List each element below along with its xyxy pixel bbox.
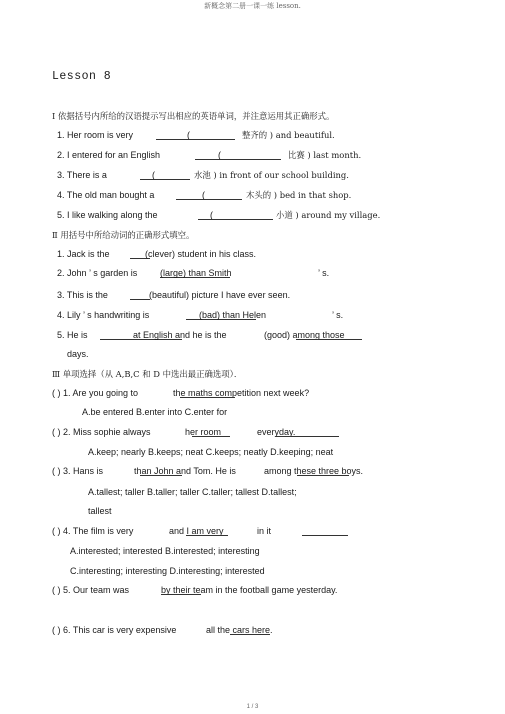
q4: ( ) 4. The film is very (52, 526, 134, 536)
s1-item-4-hint: 木头的 ) bed in that shop. (246, 190, 352, 200)
s2-item-2-rest: (large) than Smith (160, 268, 232, 278)
answer-blank[interactable] (192, 436, 230, 437)
answer-blank[interactable] (302, 535, 348, 536)
q4-end: in it (257, 526, 272, 536)
s2-item-2-end: ’ s. (318, 268, 330, 278)
q2-options: A.keep; nearly B.keeps; neat C.keeps; neatly D.keeping; neat (88, 447, 334, 457)
s2-item-1-rest: (clever) student in his class. (145, 249, 257, 259)
q4-options-2: C.interesting; interesting D.interesting; interested (70, 566, 265, 576)
q3-mid: than John and Tom. He is (134, 466, 236, 476)
q5-rest: by their team in the football game yesterday. (161, 585, 338, 595)
s1-item-4: 4. The old man bought a (57, 190, 155, 200)
q1-options: A.be entered B.enter into C.enter for (82, 407, 228, 417)
answer-blank[interactable] (186, 535, 228, 536)
answer-blank[interactable] (230, 634, 270, 635)
running-header: 新概念第二册一课一练 lesson. (204, 2, 301, 10)
s1-item-5-hint: 小道 ) around my village. (276, 210, 381, 220)
answer-blank[interactable] (161, 594, 201, 595)
s1-item-2-hint: 比赛 ) last month. (288, 150, 362, 160)
q3-options: A.tallest; taller B.taller; taller C.taller; tallest D.tallest; (88, 487, 297, 497)
answer-blank[interactable] (198, 219, 273, 220)
s1-item-4-paren: ( (202, 190, 205, 200)
answer-blank[interactable] (156, 139, 235, 140)
q5: ( ) 5. Our team was (52, 585, 130, 595)
q3: ( ) 3. Hans is (52, 466, 104, 476)
s2-item-3-rest: (beautiful) picture I have ever seen. (149, 290, 291, 300)
q6: ( ) 6. This car is very expensive (52, 625, 177, 635)
s2-item-5-cont: days. (67, 349, 89, 359)
lesson-title: Lesson 8 (52, 70, 112, 83)
s1-item-2-paren: ( (218, 150, 221, 160)
s2-item-5-mid: at English and he is the (133, 330, 227, 340)
s1-item-3-hint: 水池 ) in front of our school building. (194, 170, 349, 180)
s1-item-2: 2. I entered for an English (57, 150, 161, 160)
answer-blank[interactable] (297, 475, 349, 476)
section-1-heading: Ⅰ 依据括号内所给的汉语提示写出相应的英语单词，并注意运用其正确形式。 (52, 111, 335, 121)
s1-item-3: 3. There is a (57, 170, 107, 180)
s2-item-2: 2. John ’ s garden is (57, 268, 138, 278)
answer-blank[interactable] (130, 299, 150, 300)
s1-item-1-paren: ( (187, 130, 190, 140)
q2-mid: her room (185, 427, 222, 437)
s2-item-3: 3. This is the (57, 290, 108, 300)
answer-blank[interactable] (176, 199, 242, 200)
q3-end: among these three boys. (264, 466, 364, 476)
answer-blank[interactable] (140, 179, 190, 180)
q4-mid: and I am very (169, 526, 224, 536)
q1-rest: the maths competition next week? (173, 388, 310, 398)
section-2-heading: Ⅱ 用括号中所给动词的正确形式填空。 (52, 230, 195, 240)
answer-blank[interactable] (180, 397, 235, 398)
answer-blank[interactable] (195, 159, 281, 160)
answer-blank[interactable] (296, 339, 362, 340)
s1-item-5: 5. I like walking along the (57, 210, 158, 220)
s1-item-1-text: 1. Her room is very (57, 130, 134, 140)
page-number: 1 / 3 (246, 704, 259, 710)
s2-item-5-rest: (good) among those (264, 330, 345, 340)
q3-options-cont: tallest (88, 506, 112, 516)
s2-item-1: 1. Jack is the (57, 249, 110, 259)
q6-rest: all the cars here. (206, 625, 273, 635)
answer-blank[interactable] (140, 475, 182, 476)
s1-item-3-paren: ( (152, 170, 155, 180)
s1-item-1 (57, 130, 133, 141)
q4-options-1: A.interested; interested B.interested; interesting (70, 546, 260, 556)
s1-item-5-paren: ( (210, 210, 213, 220)
answer-blank[interactable] (275, 436, 339, 437)
q2: ( ) 2. Miss sophie always (52, 427, 151, 437)
s1-item-1-hint: 整齐的 ) and beautiful. (242, 130, 335, 140)
s2-item-4: 4. Lily ’ s handwriting is (57, 310, 150, 320)
s2-item-4-rest: (bad) than Helen (199, 310, 267, 320)
s2-item-4-end: ’ s. (332, 310, 344, 320)
q2-end: everyday. (257, 427, 296, 437)
q1: ( ) 1. Are you going to (52, 388, 139, 398)
section-3-heading: Ⅲ 单项选择（从 A,B,C 和 D 中选出最正确选项）． (52, 369, 243, 379)
s2-item-5: 5. He is (57, 330, 88, 340)
